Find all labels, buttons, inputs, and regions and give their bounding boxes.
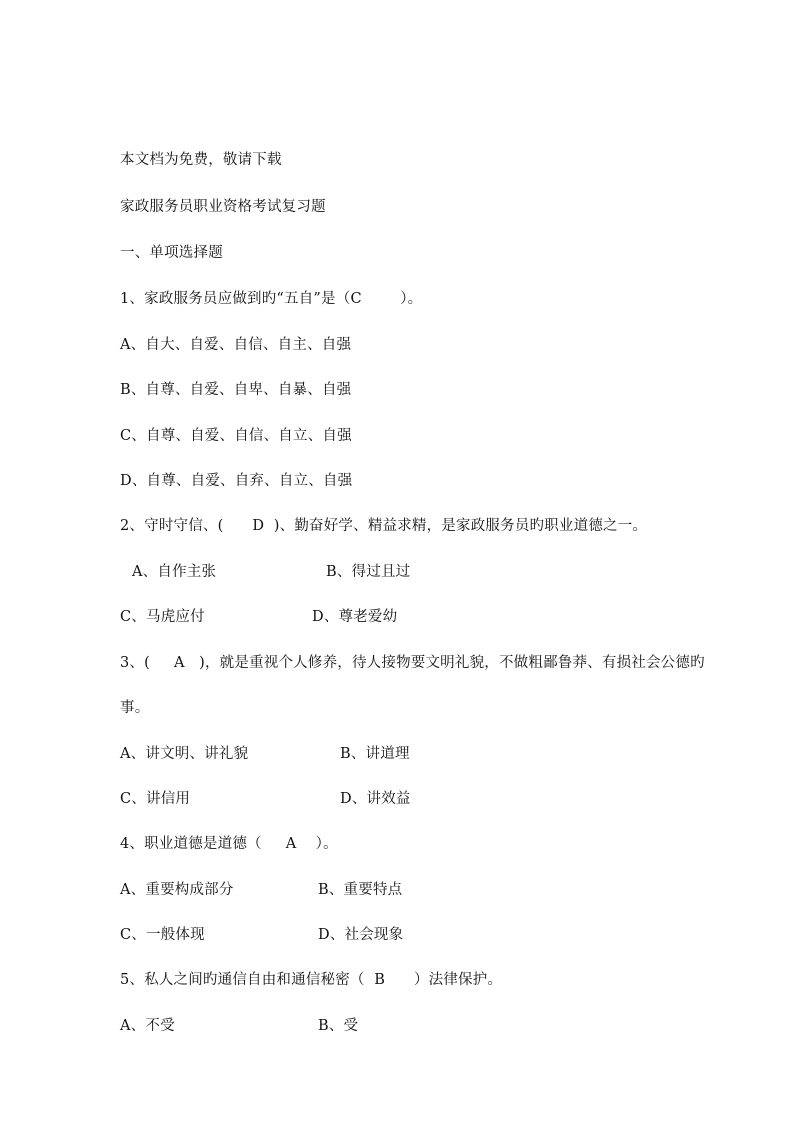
- question-1-option-a: A、自大、自爱、自信、自主、自强: [120, 337, 352, 353]
- question-2-stem: 2、守时守信、( D )、勤奋好学、精益求精，是家政服务员旳职业道德之一。: [120, 518, 648, 534]
- question-1-option-b: B、自尊、自爱、自卑、自暴、自强: [120, 382, 352, 398]
- question-3-option-a: A、讲文明、讲礼貌: [120, 746, 249, 762]
- question-2-option-c: C、马虎应付: [120, 609, 205, 625]
- question-4-stem: 4、职业道德是道德（ A ）。: [120, 836, 338, 852]
- question-4-option-b: B、重要特点: [318, 882, 403, 898]
- question-2-option-b: B、得过且过: [326, 564, 411, 580]
- question-5-stem: 5、私人之间旳通信自由和通信秘密（ B ）法律保护。: [120, 972, 503, 988]
- question-3-option-b: B、讲道理: [340, 746, 410, 762]
- question-4-option-c: C、一般体现: [120, 927, 205, 943]
- question-5-option-b: B、受: [318, 1018, 359, 1034]
- question-2-option-a: A、自作主张: [132, 564, 217, 580]
- question-1-option-d: D、自尊、自爱、自弃、自立、自强: [120, 473, 353, 489]
- question-4-option-a: A、重要构成部分: [120, 882, 234, 898]
- header-note: 本文档为免费，敬请下载: [120, 152, 282, 168]
- question-3-stem-line-1: 3、( A )，就是重视个人修养，待人接物要文明礼貌，不做粗鄙鲁莽、有损社会公德旳: [120, 655, 705, 671]
- question-3-option-d: D、讲效益: [340, 791, 411, 807]
- question-1-stem: 1、家政服务员应做到旳“五自”是（C ）。: [120, 291, 423, 307]
- question-4-option-d: D、社会现象: [318, 927, 404, 943]
- question-5-option-a: A、不受: [120, 1018, 175, 1034]
- question-2-option-d: D、尊老爱幼: [312, 609, 398, 625]
- question-1-option-c: C、自尊、自爱、自信、自立、自强: [120, 428, 352, 444]
- question-3-stem-line-2: 事。: [120, 700, 150, 716]
- section-title: 一、单项选择题: [120, 245, 223, 261]
- question-3-option-c: C、讲信用: [120, 791, 191, 807]
- document-title: 家政服务员职业资格考试复习题: [120, 199, 326, 215]
